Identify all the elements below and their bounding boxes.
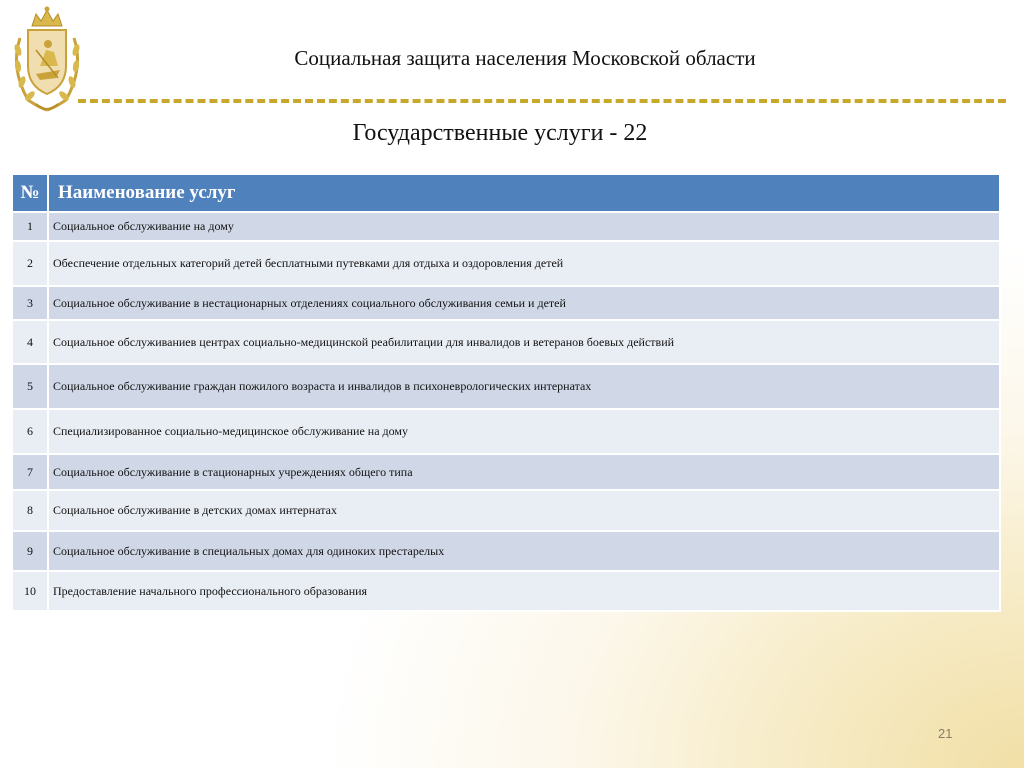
row-number: 4 bbox=[12, 320, 48, 364]
table-row bbox=[12, 531, 1000, 571]
table-row bbox=[12, 241, 1000, 286]
table-row bbox=[12, 454, 1000, 490]
service-name: Социальное обслуживание в детских домах интернатах bbox=[48, 490, 1000, 531]
table-row bbox=[12, 286, 1000, 320]
row-number: 7 bbox=[12, 454, 48, 490]
row-number: 10 bbox=[12, 571, 48, 611]
row-number: 2 bbox=[12, 241, 48, 286]
service-name: Социальное обслуживаниев центрах социально-медицинской реабилитации для инвалидов и ветеранов боевых действий bbox=[48, 320, 1000, 364]
service-name: Социальное обслуживание в стационарных учреждениях общего типа bbox=[48, 454, 1000, 490]
row-number: 1 bbox=[12, 212, 48, 241]
table-header-row bbox=[12, 174, 1000, 212]
column-header-number: № bbox=[12, 174, 48, 212]
coat-of-arms-icon bbox=[6, 4, 88, 116]
dashed-divider bbox=[78, 99, 1006, 103]
table-row bbox=[12, 490, 1000, 531]
row-number: 8 bbox=[12, 490, 48, 531]
page-number: 21 bbox=[938, 726, 953, 741]
service-name: Социальное обслуживание на дому bbox=[48, 212, 1000, 241]
table-row bbox=[12, 571, 1000, 611]
table-row bbox=[12, 212, 1000, 241]
column-header-service-name: Наименование услуг bbox=[48, 174, 1000, 212]
service-name: Обеспечение отдельных категорий детей бесплатными путевками для отдыха и оздоровления детей bbox=[48, 241, 1000, 286]
service-name: Социальное обслуживание граждан пожилого возраста и инвалидов в психоневрологических интернатах bbox=[48, 364, 1000, 409]
row-number: 3 bbox=[12, 286, 48, 320]
row-number: 5 bbox=[12, 364, 48, 409]
service-name: Социальное обслуживание в специальных домах для одиноких престарелых bbox=[48, 531, 1000, 571]
table-row bbox=[12, 409, 1000, 454]
service-name: Социальное обслуживание в нестационарных отделениях социального обслуживания семьи и детей bbox=[48, 286, 1000, 320]
services-table bbox=[11, 173, 1001, 612]
table-row bbox=[12, 320, 1000, 364]
service-name: Специализированное социально-медицинское обслуживание на дому bbox=[48, 409, 1000, 454]
row-number: 6 bbox=[12, 409, 48, 454]
row-number: 9 bbox=[12, 531, 48, 571]
page-subtitle: Государственные услуги - 22 bbox=[352, 120, 648, 146]
service-name: Предоставление начального профессионального образования bbox=[48, 571, 1000, 611]
header-title: Социальная защита населения Московской области bbox=[294, 46, 756, 70]
table-row bbox=[12, 364, 1000, 409]
